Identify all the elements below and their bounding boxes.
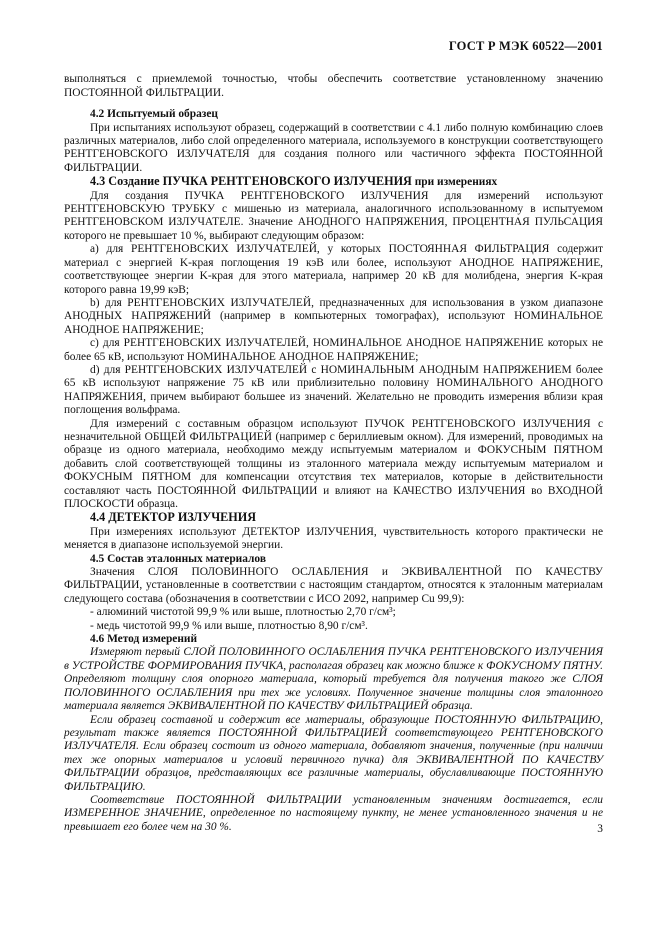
section-4-5-list-item-copper: - медь чистотой 99,9 % или выше, плотностью 8,90 г/см³.	[90, 619, 368, 632]
standard-header: ГОСТ Р МЭК 60522—2001	[448, 39, 603, 53]
section-4-6-paragraph-1: Измеряют первый СЛОЙ ПОЛОВИННОГО ОСЛАБЛЕНИЯ ПУЧКА РЕНТГЕНОВСКОГО ИЗЛУЧЕНИЯ в УСТРОЙСТВЕ ФОРМИРОВАНИЯ ПУЧКА, располагая образец как можно ближе к ФОКУСНОМУ ПЯТНУ. Определяют толщину слоя опорного материала, который требуется для получения такого же СЛОЯ ПОЛОВИННОГО ОСЛАБЛЕНИЯ при тех же условиях. Полученное значение толщины слоя эталонного материала является ЭКВИВАЛЕНТНОЙ ПО КАЧЕСТВУ ФИЛЬТРАЦИЕЙ образца.	[64, 646, 603, 713]
section-4-3-heading-main: 4.3 Создание ПУЧКА РЕНТГЕНОВСКОГО ИЗЛУЧЕНИЯ	[90, 174, 412, 189]
section-4-5-paragraph: Значения СЛОЯ ПОЛОВИННОГО ОСЛАБЛЕНИЯ и ЭКВИВАЛЕНТНОЙ ПО КАЧЕСТВУ ФИЛЬТРАЦИИ, установленные в соответствии с настоящим стандартом, относятся к эталонным материалам следующего состава (обозначения в соответствии с ИСО 2092, например Cu 99,9):	[64, 566, 603, 605]
section-4-3-item-d: d) для РЕНТГЕНОВСКИХ ИЗЛУЧАТЕЛЕЙ с НОМИНАЛЬНЫМ АНОДНЫМ НАПРЯЖЕНИЕМ более 65 кВ используют напряжение 75 кВ или приблизительно половину НОМИНАЛЬНОГО АНОДНОГО НАПРЯЖЕНИЯ, причем выбирают большее из значений. Желательно не проводить измерения вблизи края поглощения вольфрама.	[64, 363, 603, 417]
section-4-5-heading: 4.5 Состав эталонных материалов	[90, 552, 266, 565]
section-4-3-heading	[64, 175, 603, 189]
section-4-3-paragraph-1: Для создания ПУЧКА РЕНТГЕНОВСКОГО ИЗЛУЧЕНИЯ для измерений используют РЕНТГЕНОВСКУЮ ТРУБКУ с мишенью из материала, аналогичного использованному в испытуемом РЕНТГЕНОВСКОМ ИЗЛУЧАТЕЛЕ. Значение АНОДНОГО НАПРЯЖЕНИЯ, ПРОЦЕНТНАЯ ПУЛЬСАЦИЯ которого не превышает 10 %, выбирают следующим образом:	[64, 189, 603, 242]
section-4-4-heading	[64, 511, 603, 525]
page-number: 3	[597, 823, 603, 835]
section-4-6-paragraph-2: Если образец составной и содержит все материалы, образующие ПОСТОЯННУЮ ФИЛЬТРАЦИЮ, результат также является ПОСТОЯННОЙ ФИЛЬТРАЦИЕЙ соответствующего РЕНТГЕНОВСКОГО ИЗЛУЧАТЕЛЯ. Если образец состоит из одного материала, добавляют значения, полученные (при наличии тех же опорных материалов и условий первичного пучка) для ЭКВИВАЛЕНТНОЙ ПО КАЧЕСТВУ ФИЛЬТРАЦИИ образцов, представляющих все различные материалы, обуславливающие ПОСТОЯННУЮ ФИЛЬТРАЦИЮ.	[64, 713, 603, 793]
section-4-3-item-b: b) для РЕНТГЕНОВСКИХ ИЗЛУЧАТЕЛЕЙ, предназначенных для использования в узком диапазоне АНОДНЫХ НАПРЯЖЕНИЙ (например в компьютерных томографах), используют НОМИНАЛЬНОЕ АНОДНОЕ НАПРЯЖЕНИЕ;	[64, 296, 603, 336]
section-4-6-paragraph-3: Соответствие ПОСТОЯННОЙ ФИЛЬТРАЦИИ установленным значениям достигается, если ИЗМЕРЕННОЕ ЗНАЧЕНИЕ, определенное по настоящему пункту, не менее установленного значения и не превышает его более чем на 30 %.	[64, 793, 603, 833]
section-4-3-item-c: c) для РЕНТГЕНОВСКИХ ИЗЛУЧАТЕЛЕЙ, НОМИНАЛЬНОЕ АНОДНОЕ НАПРЯЖЕНИЕ которых не более 65 кВ, используют НОМИНАЛЬНОЕ АНОДНОЕ НАПРЯЖЕНИЕ;	[64, 337, 603, 363]
section-4-4-paragraph: При измерениях используют ДЕТЕКТОР ИЗЛУЧЕНИЯ, чувствительность которого практически не меняется в диапазоне используемой энергии.	[64, 525, 603, 552]
section-4-3-paragraph-2: Для измерений с составным образцом используют ПУЧОК РЕНТГЕНОВСКОГО ИЗЛУЧЕНИЯ с незначительной ОБЩЕЙ ФИЛЬТРАЦИЕЙ (например с бериллиевым окном). Для измерений, проводимых на образце из одного материала, необходимо между испытуемым материалом и ФОКУСНЫМ ПЯТНОМ добавить слой соответствующей толщины из эталонного материала между испытуемым материалом и ФОКУСНЫМ ПЯТНОМ для компенсации отсутствия тех материалов, которые в действительности составляют часть ПОСТОЯННОЙ ФИЛЬТРАЦИИ и влияют на КАЧЕСТВО ИЗЛУЧЕНИЯ во ВХОДНОЙ ПЛОСКОСТИ образца.	[64, 417, 603, 510]
section-4-4-heading-text: 4.4 ДЕТЕКТОР ИЗЛУЧЕНИЯ	[90, 510, 257, 525]
section-4-2-heading: 4.2 Испытуемый образец	[90, 108, 218, 121]
section-4-2-paragraph: При испытаниях используют образец, содержащий в соответствии с 4.1 либо полную комбинацию слоев различных материалов, либо слой определенного материала, используемого в конструкции соответствующего РЕНТГЕНОВСКОГО ИЗЛУЧАТЕЛЯ для создания полного или частичного эффекта ПОСТОЯННОЙ ФИЛЬТРАЦИИ.	[64, 121, 603, 174]
section-4-3-heading-tail: при измерениях	[411, 176, 498, 189]
section-4-5-list-item-aluminium: - алюминий чистотой 99,9 % или выше, плотностью 2,70 г/см³;	[90, 606, 396, 619]
intro-continuation: выполняться с приемлемой точностью, чтобы обеспечить соответствие установленному значению ПОСТОЯННОЙ ФИЛЬТРАЦИИ.	[64, 73, 603, 99]
section-4-6-heading: 4.6 Метод измерений	[90, 633, 198, 646]
section-4-3-item-a: a) для РЕНТГЕНОВСКИХ ИЗЛУЧАТЕЛЕЙ, у которых ПОСТОЯННАЯ ФИЛЬТРАЦИЯ содержит материал с энергией K-края поглощения 19 кэВ или более, используют АНОДНОЕ НАПРЯЖЕНИЕ, соответствующее энергии K-края для этого материала, например 20 кВ для молибдена, энергия K-края которого равна 19,99 кэВ;	[64, 243, 603, 296]
